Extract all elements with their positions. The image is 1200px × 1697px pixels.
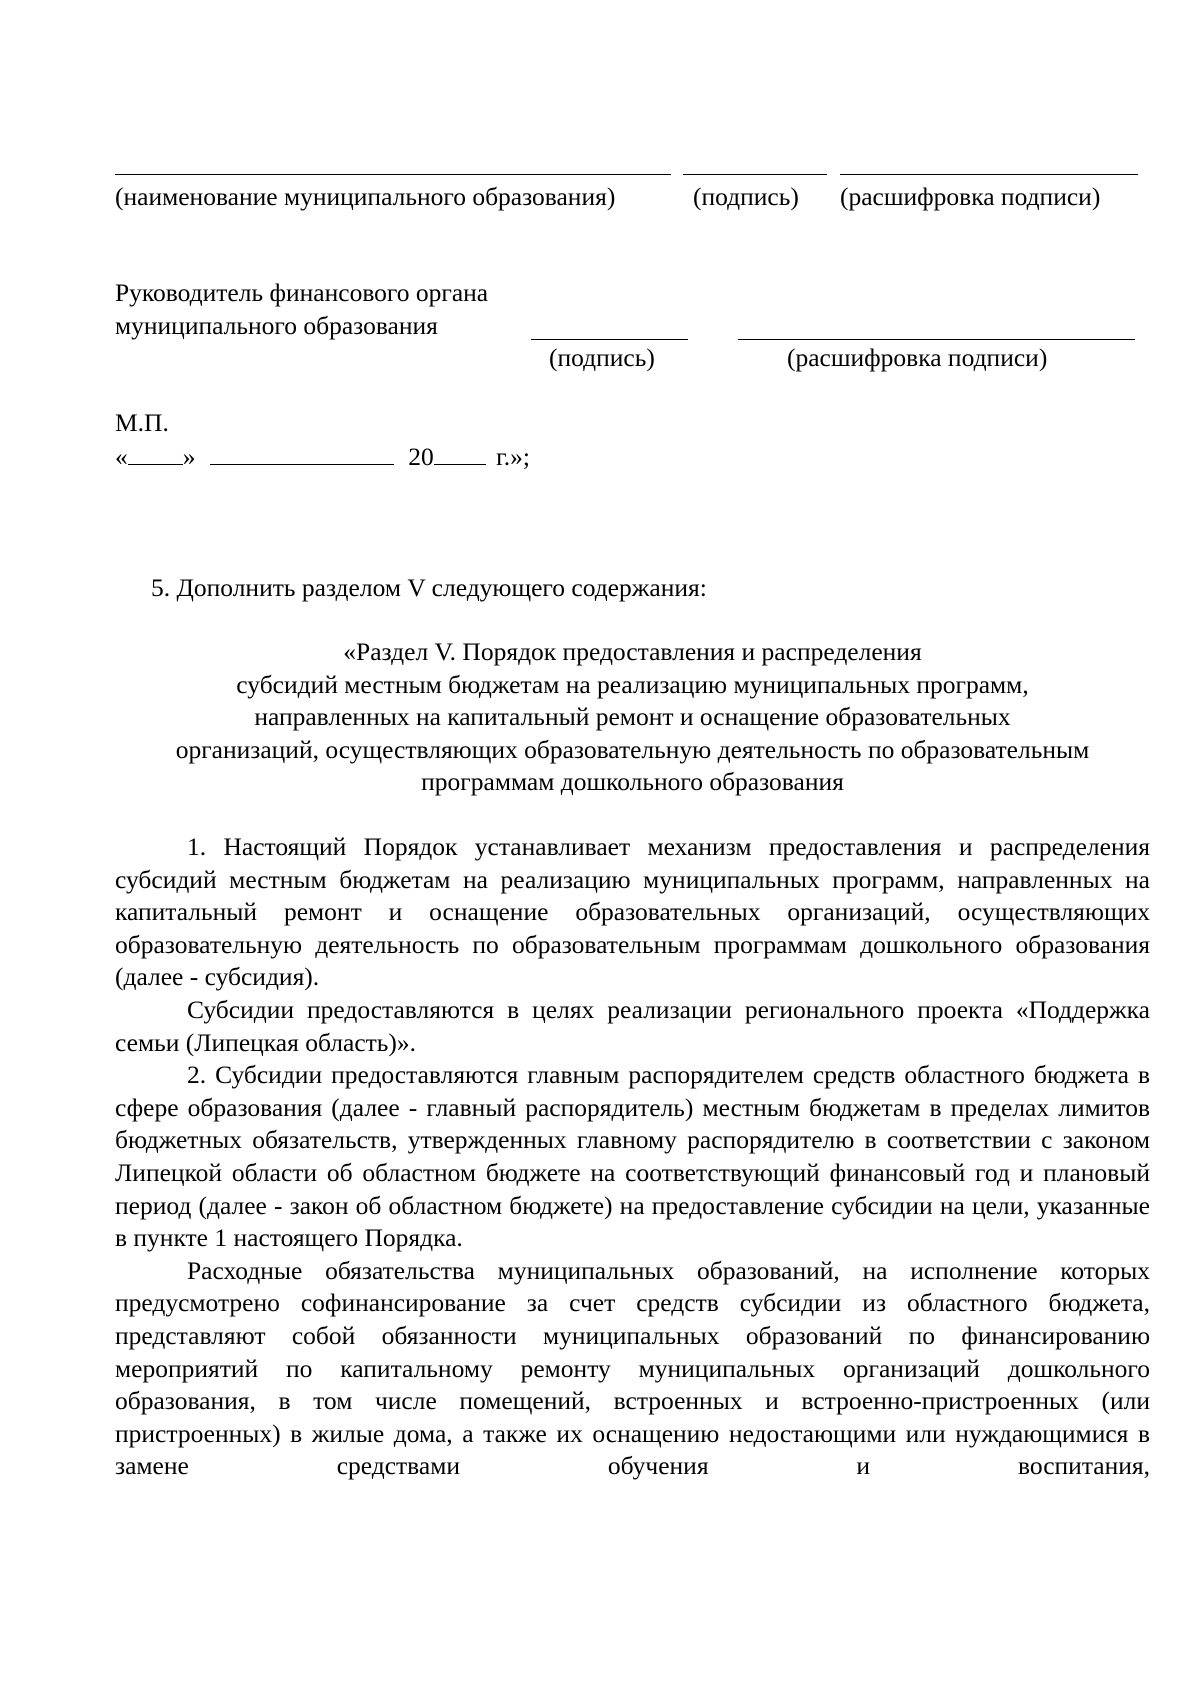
finance-head-title-line2: муниципального образования	[115, 311, 438, 340]
month-blank	[210, 442, 394, 465]
section-heading	[115, 636, 1150, 799]
stamp-placeholder: М.П.	[115, 408, 169, 437]
paragraph: Расходные обязательства муниципальных образований, на исполнение которых предусмотрено софинансирование за счет средств субсидии из областного бюджета, представляют собой обязанности муниципальных образований по финансированию мероприятий по капитальному ремонту муниципальных организаций дошкольного образования, в том числе помещений, встроенных и встроенно-пристроенных (или пристроенных) в жилые дома, а также их оснащению недостающими или нуждающимися в замене средствами обучения и воспитания,	[115, 1255, 1150, 1481]
signature-line-sign	[683, 174, 827, 175]
paragraph: 2. Субсидии предоставляются главным распорядителем средств областного бюджета в сфере образования (далее - главный распорядитель) местным бюджетам в пределах лимитов бюджетных обязательств, утвержденных главному распорядителю в соответствии с законом Липецкой области об областном бюджете на соответствующий финансовый год и плановый период (далее - закон об областном бюджете) на предоставление субсидии на цели, указанные в пункте 1 настоящего Порядка.	[115, 1060, 1150, 1253]
finance-head-title-line1: Руководитель финансового органа	[115, 278, 489, 307]
day-blank	[128, 442, 183, 465]
label-org-name: (наименование муниципального образования)	[115, 182, 616, 211]
section-heading-line: организаций, осуществляющих образовательную деятельность по образовательным	[175, 734, 1090, 764]
signature-line-finance-sign	[531, 339, 688, 340]
year-prefix: 20	[408, 442, 434, 471]
section-heading-line: субсидий местным бюджетам на реализацию муниципальных программ,	[236, 669, 1029, 699]
date-open-quote: «	[115, 442, 128, 471]
section-heading-line: направленных на капитальный ремонт и оснащение образовательных	[254, 702, 1011, 731]
paragraph: Субсидии предоставляются в целях реализации регионального проекта «Поддержка семьи (Липецкая область)».	[115, 994, 1150, 1057]
signature-line-decode	[840, 174, 1138, 175]
date-line	[115, 441, 530, 473]
year-blank	[434, 442, 486, 465]
signature-line-finance-decode	[738, 339, 1135, 340]
section-heading-line: «Раздел V. Порядок предоставления и распределения	[343, 637, 922, 666]
label-finance-signature-decode: (расшифровка подписи)	[787, 343, 1048, 372]
body-text	[115, 831, 1150, 1483]
label-signature: (подпись)	[693, 182, 799, 211]
paragraph: 1. Настоящий Порядок устанавливает механизм предоставления и распределения субсидий местным бюджетам на реализацию муниципальных программ, направленных на капитальный ремонт и оснащение образовательных организаций, осуществляющих образовательную деятельность по образовательным программам дошкольного образования (далее - субсидия).	[115, 832, 1150, 992]
signature-line-org	[115, 174, 671, 175]
item-5-text: 5. Дополнить разделом V следующего содержания:	[151, 573, 707, 602]
label-finance-signature: (подпись)	[549, 343, 655, 372]
year-suffix: г.»;	[496, 442, 530, 471]
date-close-quote: »	[182, 442, 196, 471]
section-heading-line: программам дошкольного образования	[421, 767, 844, 796]
label-signature-decode: (расшифровка подписи)	[840, 182, 1101, 211]
